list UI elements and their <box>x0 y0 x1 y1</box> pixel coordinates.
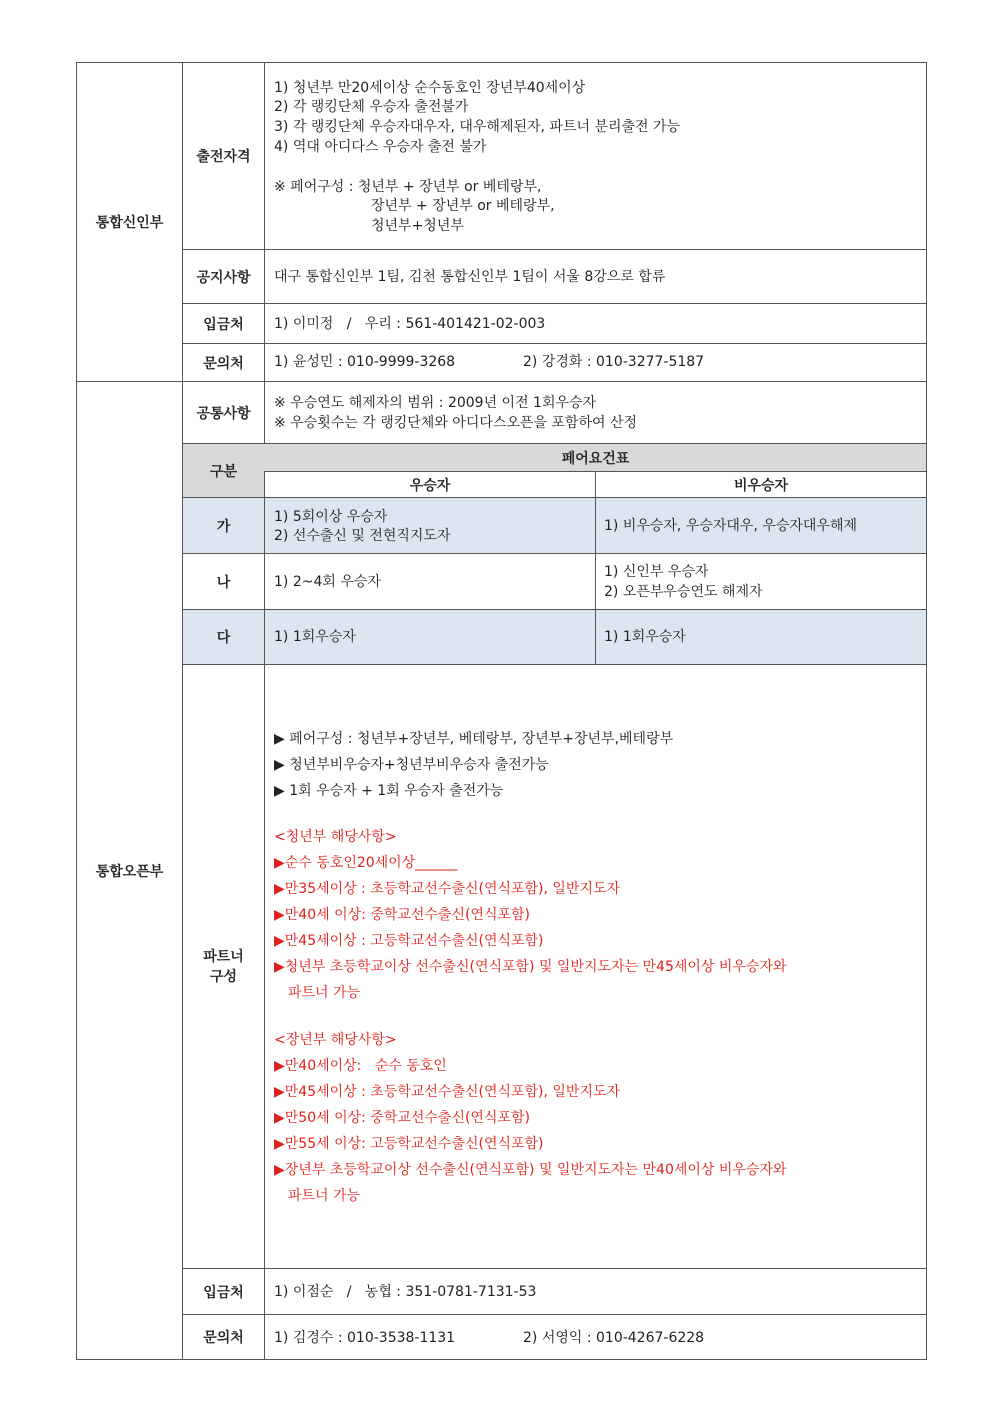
na-nonwinner-line-2: 2) 오픈부우승연도 해제자 <box>604 584 763 600</box>
notice-label: 공지사항 <box>196 269 251 286</box>
eligibility-label: 출전자격 <box>196 149 251 165</box>
da-winner-line-1: 1) 1회우승자 <box>274 629 356 645</box>
pair-table-title: 페어요건표 <box>561 450 630 467</box>
partner-label-line-1: 파트너 <box>203 948 244 965</box>
ga-winner-line-1: 1) 5회이상 우승자 <box>274 509 388 525</box>
partner-rule-3: ▶ 1회 우승자 + 1회 우승자 출전가능 <box>274 783 504 799</box>
category-label: 구분 <box>209 463 238 480</box>
youth-line-2: ▶만35세이상 : 초등학교선수출신(연식포함), 일반지도자 <box>274 881 621 897</box>
senior-heading: <장년부 해당사항> <box>274 1032 397 1048</box>
partner-label-line-2: 구성 <box>209 968 238 985</box>
youth-heading: <청년부 해당사항> <box>274 829 397 845</box>
youth-line-3: ▶만40세 이상: 중학교선수출신(연식포함) <box>274 907 530 923</box>
deposit-text: 1) 이미정 / 우리 : 561-401421-02-003 <box>274 316 546 332</box>
partner-label <box>183 665 264 1268</box>
deposit-label: 입금처 <box>203 316 244 333</box>
ga-winner-line-2: 2) 선수출신 및 전현직지도자 <box>274 528 451 544</box>
senior-line-6: 파트너 가능 <box>288 1188 361 1204</box>
col-header-winner: 우승자 <box>409 477 451 494</box>
youth-line-6: 파트너 가능 <box>288 985 361 1001</box>
common-line-1: ※ 우승연도 해제자의 범위 : 2009년 이전 1회우승자 <box>274 395 597 411</box>
senior-line-2: ▶만45세이상 : 초등학교선수출신(연식포함), 일반지도자 <box>274 1084 621 1100</box>
col-header-nonwinner: 비우승자 <box>733 477 789 494</box>
pair-composition-line-2: 장년부 + 장년부 or 베테랑부, <box>371 198 555 214</box>
common-label: 공통사항 <box>196 405 251 422</box>
open-inquiry-contact-2: 2) 서영익 : 010-4267-6228 <box>523 1330 705 1346</box>
senior-line-1: ▶만40세이상: 순수 동호인 <box>274 1058 447 1074</box>
senior-line-5: ▶장년부 초등학교이상 선수출신(연식포함) 및 일반지도자는 만40세이상 비우승자와 <box>274 1162 787 1178</box>
youth-line-5: ▶청년부 초등학교이상 선수출신(연식포함) 및 일반지도자는 만45세이상 비우승자와 <box>274 959 787 975</box>
eligibility-line-2: 2) 각 랭킹단체 우승자 출전불가 <box>274 99 469 115</box>
inquiry-contact-1: 1) 윤성민 : 010-9999-3268 <box>274 354 456 370</box>
open-inquiry-label: 문의처 <box>203 1330 244 1346</box>
inquiry-label: 문의처 <box>203 355 244 372</box>
common-line-2: ※ 우승횟수는 각 랭킹단체와 아디다스오픈을 포함하여 산정 <box>274 415 638 431</box>
eligibility-line-3: 3) 각 랭킹단체 우승자대우자, 대우해제된자, 파트너 분리출전 가능 <box>274 119 681 135</box>
open-deposit-text: 1) 이점순 / 농협 : 351-0781-7131-53 <box>274 1284 537 1300</box>
open-inquiry-contact-1: 1) 김경수 : 010-3538-1131 <box>274 1330 456 1346</box>
inquiry-contact-2: 2) 강경화 : 010-3277-5187 <box>523 354 705 370</box>
partner-rule-2: ▶ 청년부비우승자+청년부비우승자 출전가능 <box>274 757 549 773</box>
grade-na: 나 <box>216 574 231 591</box>
notice-text: 대구 통합신인부 1팀, 김천 통합신인부 1팀이 서울 8강으로 합류 <box>274 269 666 285</box>
senior-line-3: ▶만50세 이상: 중학교선수출신(연식포함) <box>274 1110 530 1126</box>
youth-line-1: ▶순수 동호인20세이상______ <box>274 855 458 871</box>
pair-composition-line-3: 청년부+청년부 <box>371 218 464 234</box>
open-deposit-label: 입금처 <box>203 1284 244 1301</box>
grade-ga: 가 <box>216 518 231 535</box>
eligibility-line-1: 1) 청년부 만20세이상 순수동호인 장년부40세이상 <box>274 80 586 96</box>
ga-nonwinner-line-1: 1) 비우승자, 우승자대우, 우승자대우해제 <box>604 518 858 534</box>
eligibility-line-4: 4) 역대 아디다스 우승자 출전 불가 <box>274 139 487 155</box>
pair-composition-line-1: ※ 페어구성 : 청년부 + 장년부 or 베테랑부, <box>274 179 542 195</box>
section-title-rookie: 통합신인부 <box>95 215 164 231</box>
na-nonwinner-line-1: 1) 신인부 우승자 <box>604 564 709 580</box>
da-nonwinner-line-1: 1) 1회우승자 <box>604 629 686 645</box>
grade-da: 다 <box>216 630 231 646</box>
senior-line-4: ▶만55세 이상: 고등학교선수출신(연식포함) <box>274 1136 544 1152</box>
youth-line-4: ▶만45세이상 : 고등학교선수출신(연식포함) <box>274 933 544 949</box>
partner-rule-1: ▶ 페어구성 : 청년부+장년부, 베테랑부, 장년부+장년부,베테랑부 <box>274 731 674 747</box>
section-title-open: 통합오픈부 <box>95 863 164 880</box>
na-winner-line-1: 1) 2~4회 우승자 <box>274 574 381 590</box>
